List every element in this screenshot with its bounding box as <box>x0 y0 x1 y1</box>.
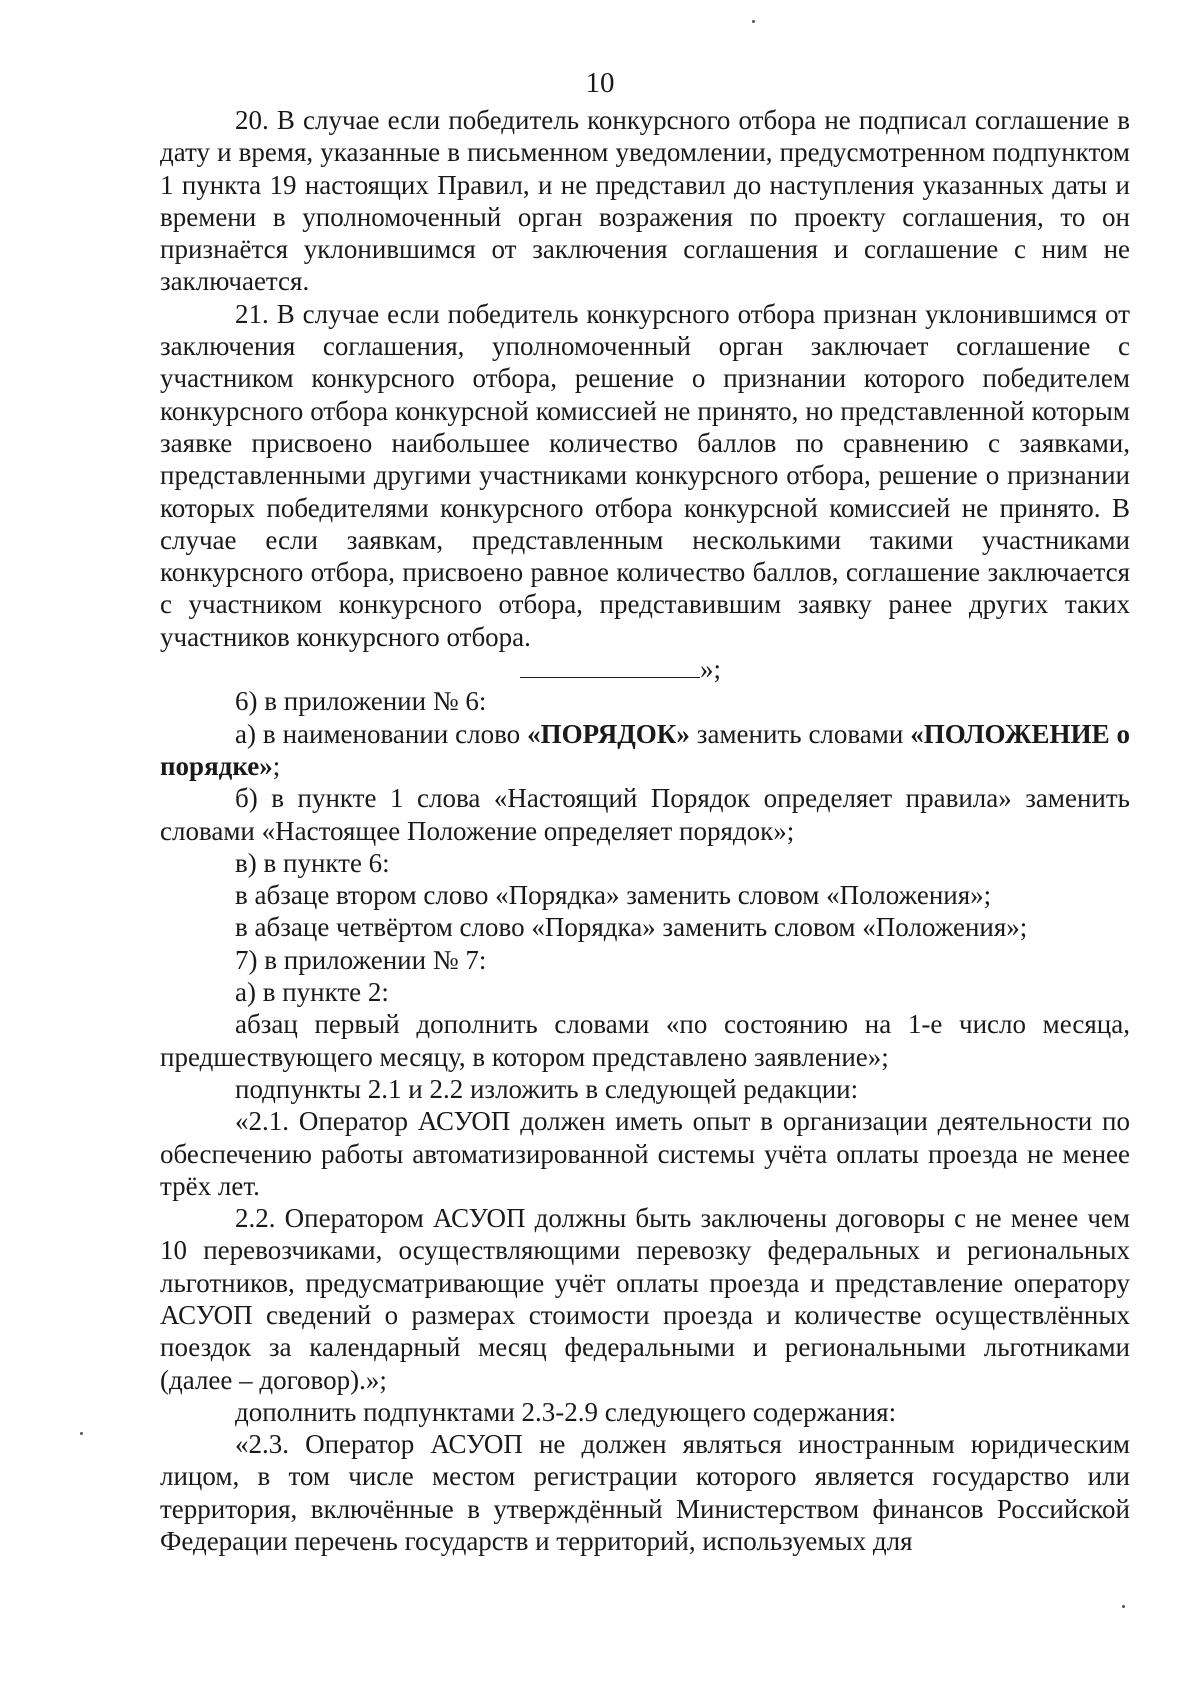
appendix-6-item-v: в) в пункте 6: <box>235 847 390 878</box>
appendix-6-heading: 6) в приложении № 6: <box>235 686 487 717</box>
appendix-6-item-a <box>160 718 1130 783</box>
item-a-text-3: ; <box>272 750 281 781</box>
appendix-7-item-a-3: дополнить подпунктами 2.3-2.9 следующего содержания: <box>235 1396 897 1427</box>
subparagraph-2-2: 2.2. Оператором АСУОП должны быть заключены договоры с не менее чем 10 перевозчиками, осуществляющими перевозку федеральных и региональных льготников, предусматривающие учёт оплаты проезда и представление оператору АСУОП сведений о размерах стоимости проезда и количестве осуществлённых поездок за календарный месяц федеральными и региональными льготниками (далее – договор).»; <box>160 1203 1130 1395</box>
appendix-7-heading: 7) в приложении № 7: <box>235 944 487 975</box>
item-a-bold-1: «ПОРЯДОК» <box>527 718 690 749</box>
subparagraph-2-1: «2.1. Оператор АСУОП должен иметь опыт в организации деятельности по обеспечению работы автоматизированной системы учёта оплаты проезда не менее трёх лет. <box>160 1106 1130 1201</box>
separator-tail: »; <box>700 654 722 685</box>
separator-line <box>160 653 1130 685</box>
appendix-7-item-a-2: подпункты 2.1 и 2.2 изложить в следующей редакции: <box>235 1073 859 1104</box>
appendix-7-item-a: а) в пункте 2: <box>235 977 389 1008</box>
underline-rule <box>520 655 700 678</box>
scan-speck <box>752 20 755 23</box>
appendix-7-item-a-1: абзац первый дополнить словами «по состоянию на 1-е число месяца, предшествующего месяцу, в котором представлено заявление»; <box>160 1009 1130 1072</box>
paragraph-21: 21. В случае если победитель конкурсного отбора признан уклонившимся от заключения соглашения, уполномоченный орган заключает соглашение с участником конкурсного отбора, решение о признании которого победителем конкурсного отбора конкурсной комиссией не принято, но представленной которым заявке присвоено наибольшее количество баллов по сравнению с заявками, представленными другими участниками конкурсного отбора, решение о признании которых победителями конкурсного отбора конкурсной комиссией не принято. В случае если заявкам, представленным несколькими такими участниками конкурсного отбора, присвоено равное количество баллов, соглашение заключается с участником конкурсного отбора, представившим заявку ранее других таких участников конкурсного отбора. <box>160 298 1130 652</box>
appendix-6-item-v-1: в абзаце втором слово «Порядка» заменить словом «Положения»; <box>235 880 992 911</box>
subparagraph-2-3: «2.3. Оператор АСУОП не должен являться иностранным юридическим лицом, в том числе местом регистрации которого является государство или территория, включённые в утверждённый Министерством финансов Российской Федерации перечень государств и территорий, используемых для <box>160 1429 1130 1557</box>
scan-speck <box>1122 1605 1125 1608</box>
appendix-6-item-b: б) в пункте 1 слова «Настоящий Порядок определяет правила» заменить словами «Настоящее Положение определяет порядок»; <box>160 783 1130 846</box>
scan-speck <box>80 1432 83 1435</box>
paragraph-20: 20. В случае если победитель конкурсного отбора не подписал соглашение в дату и время, указанные в письменном уведомлении, предусмотренном подпунктом 1 пункта 19 настоящих Правил, и не представил до наступления указанных даты и времени в уполномоченный орган возражения по проекту соглашения, то он признаётся уклонившимся от заключения соглашения и соглашение с ним не заключается. <box>160 105 1130 297</box>
item-a-text-1: а) в наименовании слово <box>235 718 528 749</box>
item-a-bold-2: «ПОЛОЖЕНИЕ о порядке» <box>160 718 1130 781</box>
document-body <box>160 104 1130 1557</box>
item-a-text-2: заменить словами <box>689 718 911 749</box>
appendix-6-item-v-2: в абзаце четвёртом слово «Порядка» заменить словом «Положения»; <box>235 912 1028 943</box>
page-number: 10 <box>585 67 615 99</box>
